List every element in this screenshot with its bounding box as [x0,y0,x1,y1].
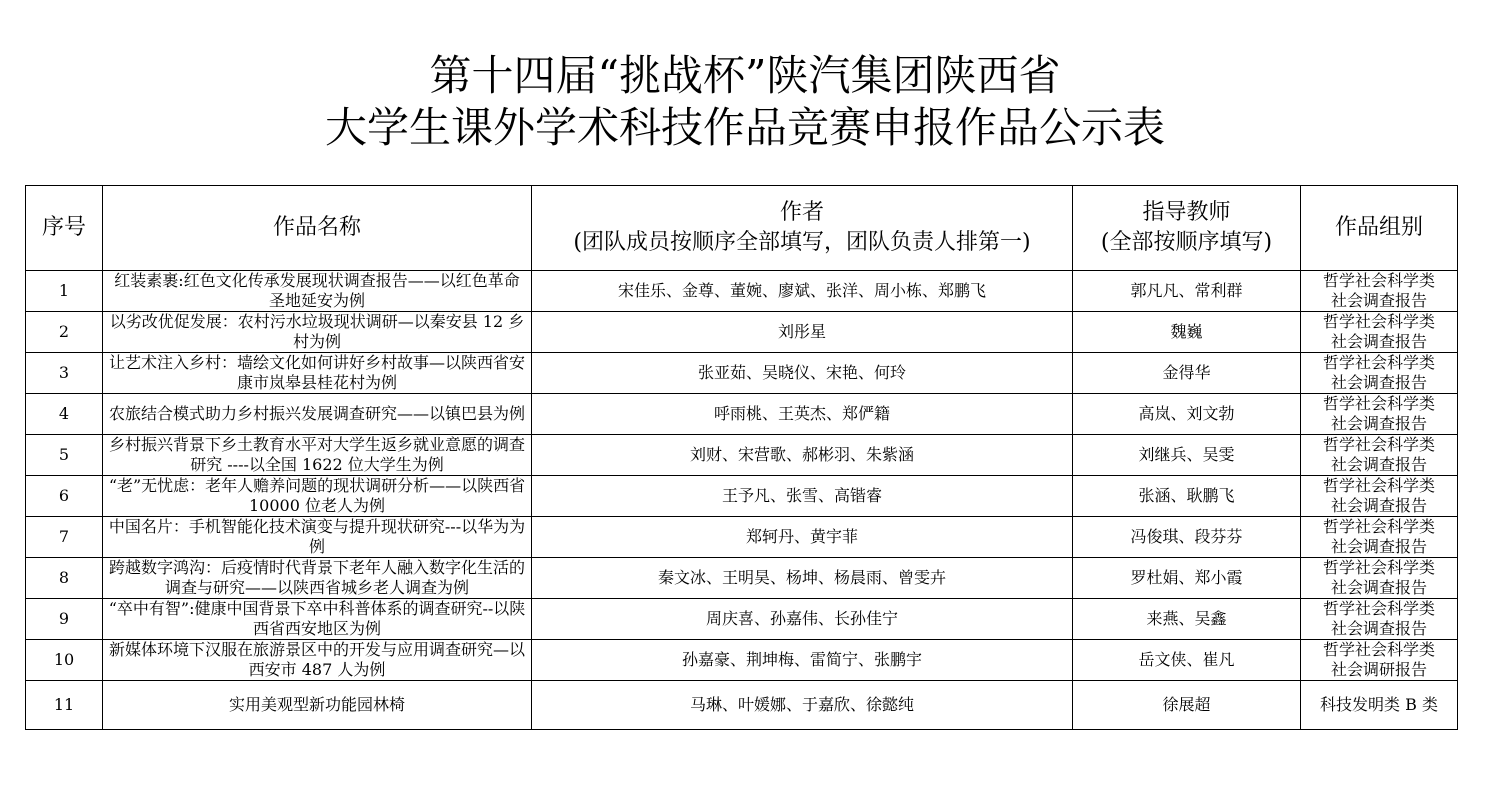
group-subcategory: 社会调查报告 [1330,537,1427,556]
group-subcategory: 社会调查报告 [1330,496,1427,515]
index-cell: 5 [26,435,103,476]
group-cell [1301,681,1458,730]
table-row [26,681,1458,730]
index-cell: 6 [26,476,103,517]
group-cell [1301,435,1458,476]
authors-cell: 秦文冰、王明昊、杨坤、杨晨雨、曾雯卉 [532,558,1073,599]
index-cell: 7 [26,517,103,558]
table-row [26,271,1458,312]
group-subcategory: 社会调查报告 [1330,455,1427,474]
advisors-cell: 郭凡凡、常利群 [1073,271,1301,312]
entries-table [25,185,1458,730]
group-cell [1301,558,1458,599]
advisors-cell: 徐展超 [1073,681,1301,730]
authors-cell: 王予凡、张雪、高锴睿 [532,476,1073,517]
group-cell [1301,394,1458,435]
work-name-cell: 以劣改优促发展：农村污水垃圾现状调研—以秦安县 12 乡村为例 [103,312,532,353]
table-row [26,476,1458,517]
advisors-cell: 岳文侠、崔凡 [1073,640,1301,681]
authors-cell: 刘彤星 [532,312,1073,353]
group-category: 哲学社会科学类 [1322,599,1435,618]
group-category: 哲学社会科学类 [1322,640,1435,659]
group-subcategory: 社会调查报告 [1330,414,1427,433]
column-header-advisors [1073,186,1301,271]
authors-cell: 孙嘉豪、荆坤梅、雷简宁、张鹏宇 [532,640,1073,681]
advisors-cell: 金得华 [1073,353,1301,394]
work-name-cell: “卒中有智”:健康中国背景下卒中科普体系的调查研究--以陕西省西安地区为例 [103,599,532,640]
table-row [26,599,1458,640]
work-name-cell: 红装素裹:红色文化传承发展现状调查报告——以红色革命圣地延安为例 [103,271,532,312]
table-row [26,640,1458,681]
column-header-advisors-note: (全部按顺序填写) [1100,230,1273,255]
advisors-cell: 来燕、吴鑫 [1073,599,1301,640]
group-category: 哲学社会科学类 [1322,558,1435,577]
group-cell [1301,517,1458,558]
group-cell [1301,353,1458,394]
table-header-row [26,186,1458,271]
group-category: 哲学社会科学类 [1322,476,1435,495]
advisors-cell: 冯俊琪、段芬芬 [1073,517,1301,558]
group-subcategory: 社会调查报告 [1330,291,1427,310]
advisors-cell: 魏巍 [1073,312,1301,353]
work-name-cell: “老”无忧虑：老年人赡养问题的现状调研分析——以陕西省 10000 位老人为例 [103,476,532,517]
advisors-cell: 刘继兵、吴雯 [1073,435,1301,476]
index-cell: 8 [26,558,103,599]
work-name-cell: 实用美观型新功能园林椅 [103,681,532,730]
work-name-cell: 跨越数字鸿沟：后疫情时代背景下老年人融入数字化生活的调查与研究——以陕西省城乡老人调查为例 [103,558,532,599]
group-cell [1301,476,1458,517]
group-category: 哲学社会科学类 [1322,312,1435,331]
page-title-line-2: 大学生课外学术科技作品竞赛申报作品公示表 [324,103,1165,152]
group-category: 哲学社会科学类 [1322,353,1435,372]
table-row [26,353,1458,394]
group-subcategory: 社会调查报告 [1330,332,1427,351]
column-header-index: 序号 [26,186,103,271]
index-cell: 3 [26,353,103,394]
group-cell [1301,640,1458,681]
authors-cell: 宋佳乐、金尊、董婉、廖斌、张洋、周小栋、郑鹏飞 [532,271,1073,312]
work-name-cell: 农旅结合模式助力乡村振兴发展调查研究——以镇巴县为例 [103,394,532,435]
group-category: 哲学社会科学类 [1322,517,1435,536]
column-header-authors-note: (团队成员按顺序全部填写，团队负责人排第一) [573,230,1031,255]
table-row [26,558,1458,599]
work-name-cell: 新媒体环境下汉服在旅游景区中的开发与应用调查研究—以西安市 487 人为例 [103,640,532,681]
table-row [26,517,1458,558]
group-subcategory: 社会调研报告 [1330,660,1427,679]
authors-cell: 张亚茹、吴晓仪、宋艳、何玲 [532,353,1073,394]
table-row [26,435,1458,476]
advisors-cell: 高岚、刘文勃 [1073,394,1301,435]
index-cell: 11 [26,681,103,730]
group-subcategory: 社会调查报告 [1330,578,1427,597]
group-category: 科技发明类 B 类 [1320,695,1438,714]
index-cell: 1 [26,271,103,312]
table-row [26,394,1458,435]
index-cell: 10 [26,640,103,681]
table-row [26,312,1458,353]
column-header-name: 作品名称 [103,186,532,271]
column-header-group: 作品组别 [1301,186,1458,271]
group-subcategory: 社会调查报告 [1330,619,1427,638]
group-subcategory: 社会调查报告 [1330,373,1427,392]
index-cell: 2 [26,312,103,353]
group-cell [1301,271,1458,312]
group-cell [1301,599,1458,640]
group-category: 哲学社会科学类 [1322,271,1435,290]
authors-cell: 周庆喜、孙嘉伟、长孙佳宁 [532,599,1073,640]
authors-cell: 刘财、宋营歌、郝彬羽、朱紫涵 [532,435,1073,476]
group-category: 哲学社会科学类 [1322,394,1435,413]
work-name-cell: 乡村振兴背景下乡土教育水平对大学生返乡就业意愿的调查研究 ----以全国 1622 位大学生为例 [103,435,532,476]
page-title-line-1: 第十四届“挑战杯”陕汽集团陕西省 [429,51,1061,100]
column-header-advisors-title: 指导教师 [1142,200,1231,225]
work-name-cell: 中国名片：手机智能化技术演变与提升现状研究---以华为为例 [103,517,532,558]
work-name-cell: 让艺术注入乡村：墙绘文化如何讲好乡村故事—以陕西省安康市岚皋县桂花村为例 [103,353,532,394]
column-header-authors-title: 作者 [779,200,824,225]
authors-cell: 郑轲丹、黄宇菲 [532,517,1073,558]
group-cell [1301,312,1458,353]
group-category: 哲学社会科学类 [1322,435,1435,454]
advisors-cell: 张涵、耿鹏飞 [1073,476,1301,517]
advisors-cell: 罗杜娟、郑小霞 [1073,558,1301,599]
authors-cell: 呼雨桃、王英杰、郑俨籍 [532,394,1073,435]
column-header-authors [532,186,1073,271]
authors-cell: 马琳、叶媛娜、于嘉欣、徐懿纯 [532,681,1073,730]
index-cell: 9 [26,599,103,640]
index-cell: 4 [26,394,103,435]
